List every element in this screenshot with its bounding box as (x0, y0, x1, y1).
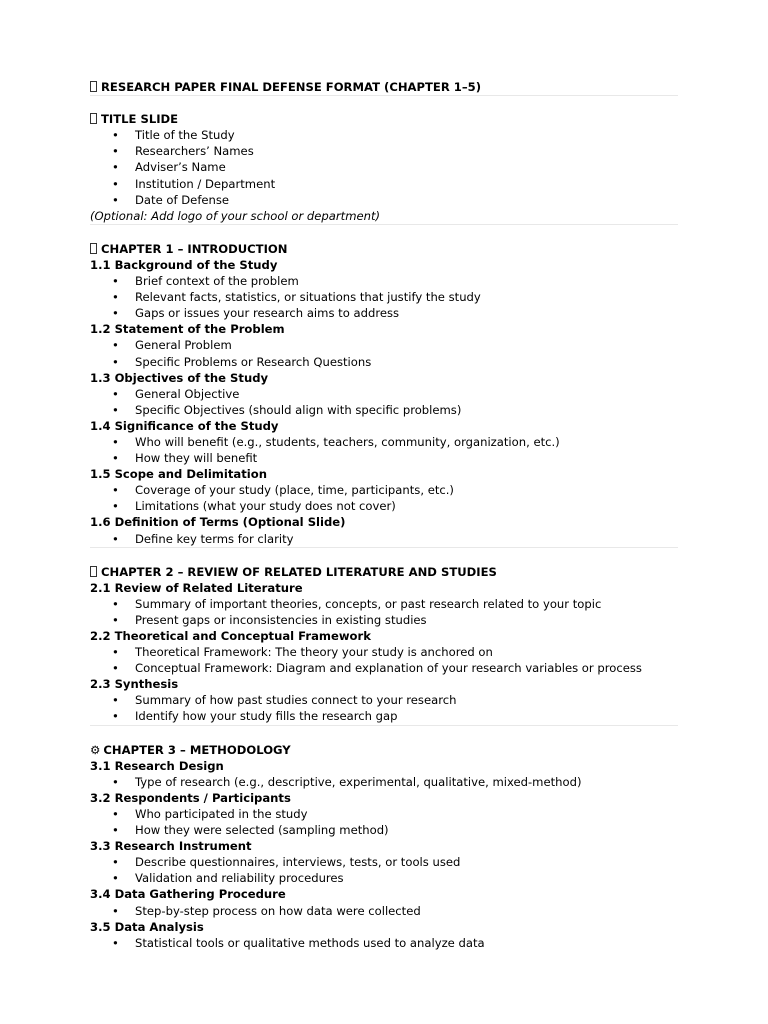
section-list-item: • Specific Problems or Research Questions (90, 354, 678, 370)
chapter2-heading: CHAPTER 2 – REVIEW OF RELATED LITERATURE AND STUDIES (90, 564, 678, 580)
section-list-item: • Gaps or issues your research aims to address (90, 305, 678, 321)
missing-glyph-icon (90, 81, 97, 92)
missing-glyph-icon (90, 243, 97, 254)
section-list-item: • Statistical tools or qualitative methods used to analyze data (90, 935, 678, 951)
title-slide-item: • Adviser’s Name (90, 159, 678, 175)
section-list-item: • Identify how your study fills the research gap (90, 708, 678, 724)
section-heading: 1.2 Statement of the Problem (90, 322, 285, 337)
section-heading: 1.3 Objectives of the Study (90, 370, 269, 385)
section-list-item: • Validation and reliability procedures (90, 870, 678, 886)
section-list-item: • Who will benefit (e.g., students, teachers, community, organization, etc.) (90, 434, 678, 450)
section-heading: 1.1 Background of the Study (90, 257, 278, 272)
page-body (90, 79, 678, 951)
section-list-item: • How they will benefit (90, 450, 678, 466)
missing-glyph-icon (90, 113, 97, 124)
document-title: RESEARCH PAPER FINAL DEFENSE FORMAT (CHAPTER 1–5) (90, 79, 678, 95)
section-list-item: • Summary of important theories, concepts, or past research related to your topic (90, 596, 678, 612)
section-list-item: • Summary of how past studies connect to your research (90, 692, 678, 708)
section-heading: 3.2 Respondents / Participants (90, 790, 291, 805)
section-list-item: • Coverage of your study (place, time, participants, etc.) (90, 482, 678, 498)
gear-icon: ⚙ (90, 742, 101, 757)
section-list-item: • General Problem (90, 337, 678, 353)
section-list-item: • Conceptual Framework: Diagram and explanation of your research variables or process (90, 660, 678, 676)
section-list-item: • Theoretical Framework: The theory your study is anchored on (90, 644, 678, 660)
section-heading: 3.3 Research Instrument (90, 839, 252, 854)
section-list-item: • General Objective (90, 386, 678, 402)
title-slide-list (90, 127, 678, 207)
section-list-item: • How they were selected (sampling method) (90, 822, 678, 838)
optional-note: (Optional: Add logo of your school or department) (90, 208, 381, 223)
chapter2-sections (90, 580, 678, 725)
title-slide-item: • Institution / Department (90, 176, 678, 192)
section-heading: 2.2 Theoretical and Conceptual Framework (90, 629, 371, 643)
section-heading: 1.5 Scope and Delimitation (90, 467, 267, 482)
chapter1-sections (90, 257, 678, 547)
section-list-item: • Who participated in the study (90, 806, 678, 822)
section-list-item: • Present gaps or inconsistencies in existing studies (90, 612, 678, 628)
section-heading: 1.4 Significance of the Study (90, 418, 279, 433)
section-heading: 3.5 Data Analysis (90, 919, 204, 934)
section-list-item: • Limitations (what your study does not cover) (90, 498, 678, 514)
section-list-item: • Specific Objectives (should align with specific problems) (90, 402, 678, 418)
missing-glyph-icon (90, 566, 97, 577)
title-slide-heading: TITLE SLIDE (90, 111, 678, 127)
chapter3-sections (90, 758, 678, 951)
title-slide-item: • Title of the Study (90, 127, 678, 143)
section-list-item: • Brief context of the problem (90, 273, 678, 289)
section-heading: 1.6 Definition of Terms (Optional Slide) (90, 515, 346, 530)
section-list-item: • Relevant facts, statistics, or situations that justify the study (90, 289, 678, 305)
section-heading: 3.4 Data Gathering Procedure (90, 887, 286, 902)
title-slide-item: • Researchers’ Names (90, 143, 678, 159)
section-list-item: • Describe questionnaires, interviews, tests, or tools used (90, 854, 678, 870)
section-heading: 3.1 Research Design (90, 758, 224, 773)
title-slide-item: • Date of Defense (90, 192, 678, 208)
section-list-item: • Define key terms for clarity (90, 531, 678, 547)
section-heading: 2.1 Review of Related Literature (90, 580, 303, 595)
chapter1-heading: CHAPTER 1 – INTRODUCTION (90, 241, 678, 257)
chapter3-heading: ⚙ CHAPTER 3 – METHODOLOGY (90, 742, 291, 757)
section-list-item: • Step-by-step process on how data were collected (90, 903, 678, 919)
section-list-item: • Type of research (e.g., descriptive, experimental, qualitative, mixed-method) (90, 774, 678, 790)
section-heading: 2.3 Synthesis (90, 677, 179, 692)
